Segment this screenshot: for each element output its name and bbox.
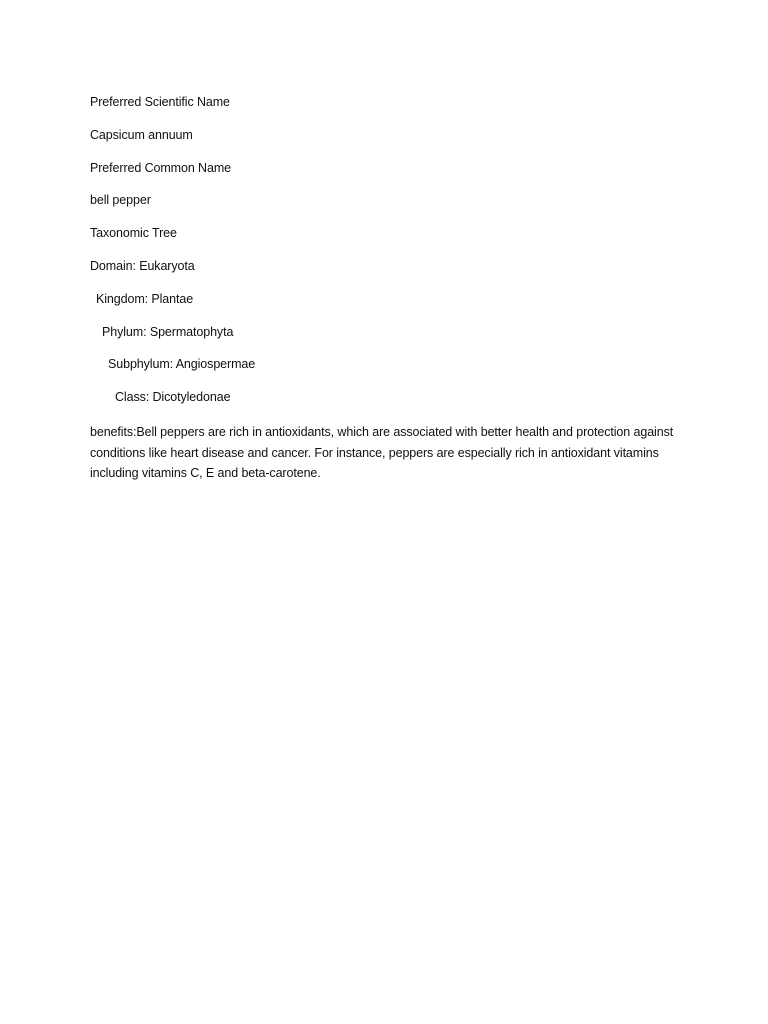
benefits-paragraph: benefits:Bell peppers are rich in antioxidants, which are associated with better health and protection against conditions like heart disease and cancer. For instance, peppers are especially rich in antioxidant vitamins including vitamins C, E and beta-carotene. bbox=[90, 425, 674, 480]
taxonomy-class: Class: Dicotyledonae bbox=[115, 390, 231, 404]
label-taxonomic-tree: Taxonomic Tree bbox=[90, 226, 177, 240]
value-scientific-name: Capsicum annuum bbox=[90, 128, 193, 142]
label-preferred-common-name: Preferred Common Name bbox=[90, 161, 232, 175]
value-common-name: bell pepper bbox=[90, 193, 151, 207]
taxonomy-kingdom: Kingdom: Plantae bbox=[96, 292, 194, 306]
label-preferred-scientific-name: Preferred Scientific Name bbox=[90, 95, 230, 109]
taxonomy-subphylum: Subphylum: Angiospermae bbox=[108, 357, 256, 371]
taxonomy-domain: Domain: Eukaryota bbox=[90, 259, 195, 273]
taxonomy-phylum: Phylum: Spermatophyta bbox=[102, 325, 234, 339]
